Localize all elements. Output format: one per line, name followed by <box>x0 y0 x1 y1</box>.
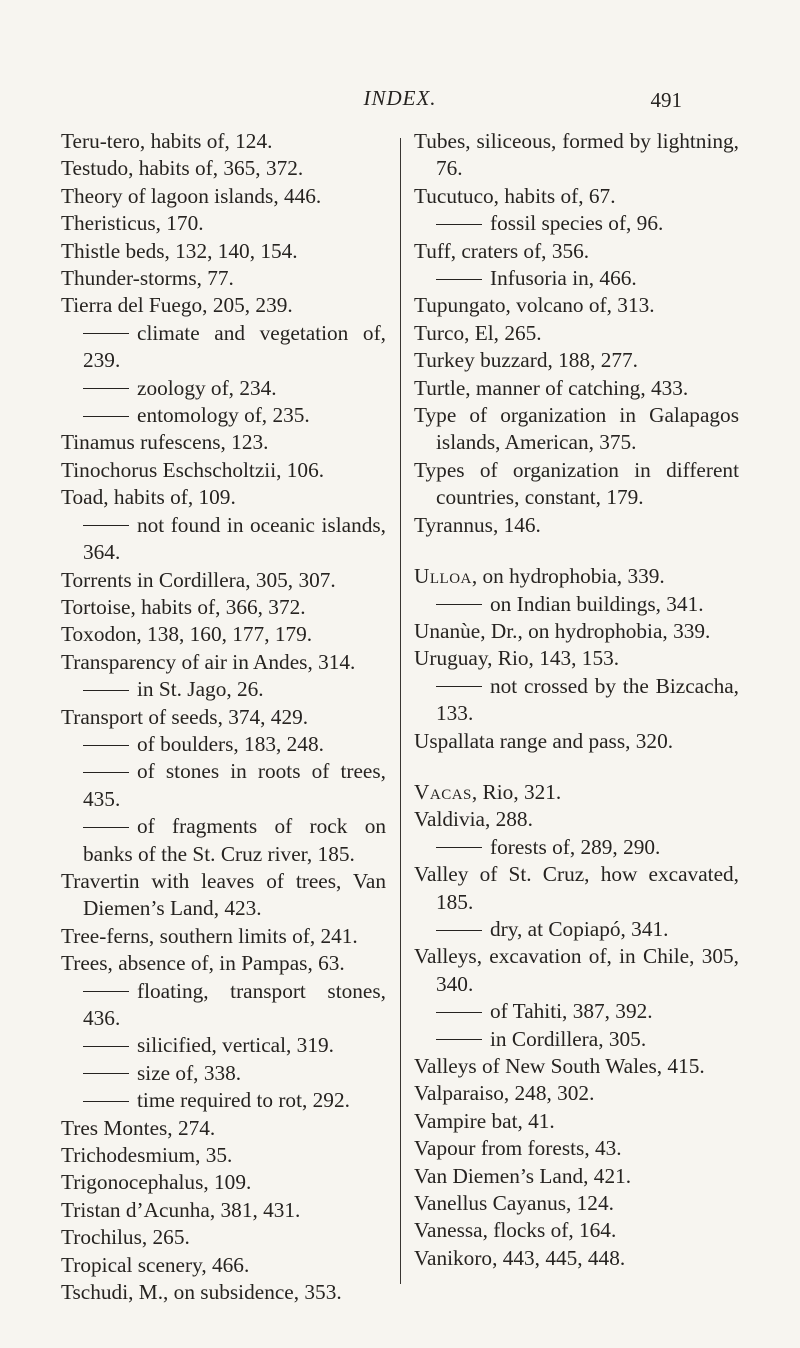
ditto-dash <box>83 745 129 746</box>
index-entry: Transparency of air in Andes, 314. <box>61 649 356 674</box>
index-entry: Types of organization in different countries, constant, 179. <box>414 457 739 510</box>
index-entry: Valparaiso, 248, 302. <box>414 1081 595 1106</box>
ditto-dash <box>83 1046 129 1047</box>
index-subentry: climate and vegetation of, 239. <box>83 320 386 373</box>
index-subentry: of Tahiti, 387, 392. <box>414 998 739 1025</box>
ditto-dash <box>436 1012 482 1013</box>
index-entry: Unanùe, Dr., on hydrophobia, 339. <box>414 618 711 643</box>
ditto-dash <box>436 279 482 280</box>
ditto-dash <box>83 525 129 526</box>
index-entry: Vapour from forests, 43. <box>414 1136 622 1161</box>
index-subentry: not found in oceanic islands, 364. <box>83 512 386 565</box>
ditto-dash <box>436 686 482 687</box>
index-entry: Theory of lagoon islands, 446. <box>61 183 322 208</box>
index-entry: Turco, El, 265. <box>414 320 542 345</box>
index-entry: Trochilus, 265. <box>61 1225 190 1250</box>
index-entry: Transport of seeds, 374, 429. <box>61 704 309 729</box>
index-entry: Ulloa, on hydrophobia, 339. <box>414 564 665 589</box>
index-entry: Teru-tero, habits of, 124. <box>61 129 273 153</box>
index-entry: Uruguay, Rio, 143, 153. <box>414 646 620 671</box>
index-column-left <box>61 128 386 1306</box>
index-entry: Vampire bat, 41. <box>414 1108 555 1133</box>
index-entry: Toad, habits of, 109. <box>61 485 236 510</box>
index-subentry: of fragments of rock on banks of the St. Cruz river, 185. <box>83 814 386 866</box>
index-entry: Torrents in Cordillera, 305, 307. <box>61 567 336 592</box>
index-entry: Tschudi, M., on subsidence, 353. <box>61 1280 342 1305</box>
index-entry: Tortoise, habits of, 366, 372. <box>61 594 306 619</box>
index-subentry: floating, transport stones, 436. <box>83 978 386 1030</box>
index-subentry: silicified, vertical, 319. <box>61 1032 386 1059</box>
index-subentry: in St. Jago, 26. <box>61 676 386 703</box>
index-entry: Tubes, siliceous, formed by lightning, 76. <box>414 129 739 181</box>
index-entry: Valley of St. Cruz, how excavated, 185. <box>414 862 739 914</box>
index-entry: Valdivia, 288. <box>414 807 533 832</box>
index-entry: Valleys, excavation of, in Chile, 305, 340. <box>414 944 739 996</box>
index-subentry: dry, at Copiapó, 341. <box>414 916 739 943</box>
index-entry: Turkey buzzard, 188, 277. <box>414 348 638 373</box>
index-subentry: zoology of, 234. <box>61 375 386 402</box>
ditto-dash <box>436 604 482 605</box>
index-column-right <box>414 128 739 1272</box>
index-entry: Vacas, Rio, 321. <box>414 779 562 804</box>
index-entry: Vanikoro, 443, 445, 448. <box>414 1245 626 1270</box>
index-entry: Toxodon, 138, 160, 177, 179. <box>61 622 313 647</box>
ditto-dash <box>436 1039 482 1040</box>
index-entry: Tree-ferns, southern limits of, 241. <box>61 923 358 948</box>
index-entry: Tristan d’Acunha, 381, 431. <box>61 1197 301 1222</box>
index-entry: Van Diemen’s Land, 421. <box>414 1163 632 1188</box>
index-subentry: forests of, 289, 290. <box>414 834 739 861</box>
index-entry: Theristicus, 170. <box>61 211 204 236</box>
ditto-dash <box>83 827 129 828</box>
index-subentry: of stones in roots of trees, 435. <box>83 759 386 811</box>
index-entry: Tucutuco, habits of, 67. <box>414 183 616 208</box>
index-entry: Tierra del Fuego, 205, 239. <box>61 293 293 318</box>
page-number: 491 <box>650 88 682 112</box>
index-entry: Tinochorus Eschscholtzii, 106. <box>61 457 325 482</box>
index-entry: Thunder-storms, 77. <box>61 266 234 291</box>
index-subentry: entomology of, 235. <box>61 402 386 429</box>
column-divider <box>400 138 401 1284</box>
index-entry: Type of organization in Galapagos islands, American, 375. <box>414 403 739 455</box>
ditto-dash <box>83 388 129 389</box>
index-subentry: not crossed by the Bizcacha, 133. <box>436 673 739 726</box>
index-entry: Thistle beds, 132, 140, 154. <box>61 238 298 263</box>
ditto-dash <box>83 416 129 417</box>
index-subentry: time required to rot, 292. <box>61 1087 386 1114</box>
page-title: INDEX. <box>363 86 437 110</box>
index-entry: Tropical scenery, 466. <box>61 1252 250 1277</box>
index-subentry: of boulders, 183, 248. <box>61 731 386 758</box>
index-subentry: Infusoria in, 466. <box>414 265 739 292</box>
index-subentry: size of, 338. <box>61 1060 386 1087</box>
page-header <box>0 86 800 116</box>
index-entry: Tyrannus, 146. <box>414 512 541 537</box>
ditto-dash <box>436 847 482 848</box>
ditto-dash <box>83 1101 129 1102</box>
index-entry: Vanellus Cayanus, 124. <box>414 1191 614 1216</box>
index-entry: Tupungato, volcano of, 313. <box>414 293 655 318</box>
index-entry: Testudo, habits of, 365, 372. <box>61 156 304 181</box>
index-subentry: in Cordillera, 305. <box>414 1026 739 1053</box>
index-subentry: on Indian buildings, 341. <box>414 591 739 618</box>
index-entry: Tres Montes, 274. <box>61 1115 216 1140</box>
ditto-dash <box>83 333 129 334</box>
index-entry: Tuff, craters of, 356. <box>414 238 590 263</box>
ditto-dash <box>83 690 129 691</box>
index-subentry: fossil species of, 96. <box>414 210 739 237</box>
index-entry: Travertin with leaves of trees, Van Diemen’s Land, 423. <box>61 868 386 921</box>
index-entry: Trees, absence of, in Pampas, 63. <box>61 951 345 976</box>
ditto-dash <box>83 991 129 992</box>
ditto-dash <box>83 772 129 773</box>
index-entry: Trichodesmium, 35. <box>61 1143 233 1168</box>
index-entry: Trigonocephalus, 109. <box>61 1170 252 1195</box>
ditto-dash <box>436 224 482 225</box>
index-entry: Uspallata range and pass, 320. <box>414 728 674 753</box>
index-entry: Turtle, manner of catching, 433. <box>414 375 689 400</box>
index-entry: Tinamus rufescens, 123. <box>61 430 269 455</box>
index-entry: Valleys of New South Wales, 415. <box>414 1054 705 1078</box>
ditto-dash <box>83 1073 129 1074</box>
index-entry: Vanessa, flocks of, 164. <box>414 1218 617 1243</box>
ditto-dash <box>436 930 482 931</box>
